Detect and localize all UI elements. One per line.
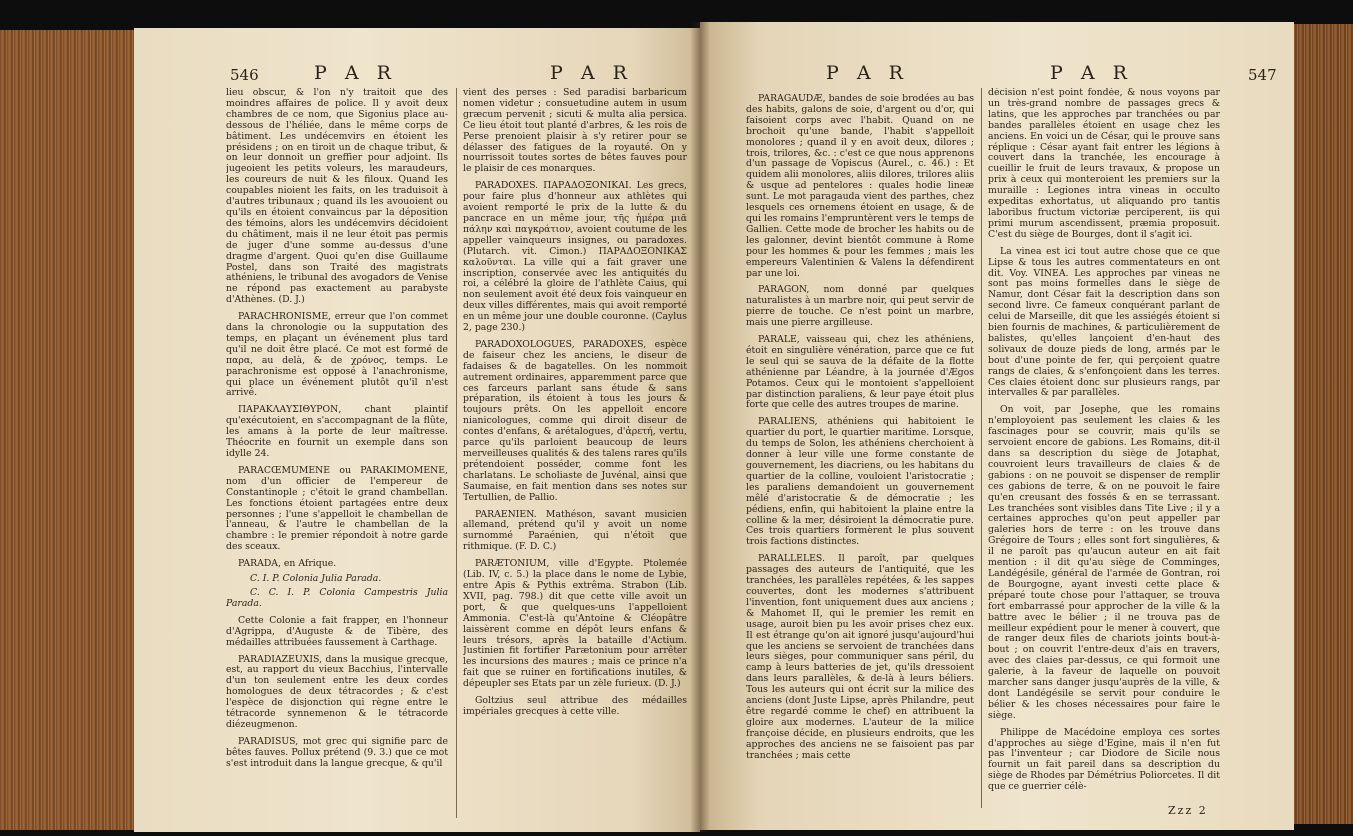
paragraph: vient des perses : Sed paradisi barbaricum nomen videtur ; consuetudine autem in usum græcum pervenit ; sicuti & multa alia persica. Ce lieu étoit tout planté d'arbres, & les rois de Perse prenoient plaisir à s'y retirer pour se délasser des fatigues de la royauté. On y nourrissoit toutes sortes de bêtes fauves pour le plaisir de ces monarques. — [463, 88, 687, 175]
printer-signature: Zzz 2 — [1168, 804, 1208, 817]
column-rule-right — [981, 88, 982, 808]
right-page-column-1 — [746, 88, 974, 808]
paragraph: PARÆTONIUM, ville d'Egypte. Ptolemée (Lib. IV, c. 5.) la place dans le nome de Lybie, entre Apis & Pythis extrêma. Strabon (Lib. XVII, pag. 798.) dit que cette ville avoit un port, & que quelques-uns l'appelloient Ammonia. C'est-là qu'Antoine & Cléopâtre laissèrent comme en dépôt leurs enfans & leurs trésors, après la bataille d'Actium. Justinien fit fortifier Parætonium pour arrêter les incursions des maures ; mais ce prince n'a fait que se ruiner en fortifications inutiles, & dépeupler ses Etats par un zèle furieux. (D. J.) — [463, 558, 687, 690]
paragraph: PARALE, vaisseau qui, chez les athéniens, étoit en singulière vénération, parce que ce fut le seul qui se sauva de la défaite de la flotte athénienne par Léandre, à la journée d'Ægos Potamos. Ceux qui le montoient s'appelloient par distinction paraliens, & leur paye étoit plus forte que celle des autres troupes de marine. — [746, 334, 974, 411]
book-gutter — [690, 22, 710, 832]
paragraph: PARALIENS, athéniens qui habitoient le quartier du port, le quartier maritime. Lorsque, du temps de Solon, les athéniens cherchoient à donner à leur ville une forme constante de gouvernement, les diacriens, ou les habitans du quartier de la colline, vouloient l'aristocratie ; les paraliens demandoient un gouvernement mêlé d'aristocratie & de démocratie ; les pédiens, enfin, qui habitoient la plaine entre la colline & la mer, désiroient la démocratie pure. Ces trois quartiers formèrent le plus souvent trois factions distinctes. — [746, 416, 974, 548]
paragraph: PARADIAZEUXIS, dans la musique grecque, est, au rapport du vieux Bacchius, l'intervalle d'un ton seulement entre les deux cordes homologues de deux tétracordes ; & c'est l'espèce de disjonction qui règne entre le tétracorde synnemenon & le tétracorde diézeugmenon. — [226, 653, 448, 730]
paragraph: On voit, par Josephe, que les romains n'employoient pas seulement les claies & les fascinages pour se couvrir, mais qu'ils se servoient encore de gabions. Les Romains, dit-il dans sa description du siège de Jotaphat, couvroient leurs travailleurs de claies & de gabions : on ne pouvoit se dispenser de remplir ces gabions de terre, & on ne pouvoit le faire qu'en creusant des fossés & en se terrassant. Les tranchées sont visibles dans Tite Live ; il y a certaines approches qu'on peut appeller par galeries hors de terre : on les trouve dans Grégoire de Tours ; elles sont fort singulières, & il ne paroît pas qu'aucun auteur en ait fait mention : il dit qu'au siège de Comminges, Landégésile, général de l'armée de Gontran, roi de Bourgogne, ayant investi cette place & préparé toute chose pour l'attaquer, se trouva fort embarrassé pour approcher de la ville & la battre avec le bélier ; il ne trouva pas de meilleur expédient pour le mener à couvert, que de ranger deux files de chariots joints bout-à-bout ; on couvrit l'entre-deux d'ais en travers, avec des claies par-dessus, ce qui formoit une galerie, à la faveur de laquelle on pouvoit marcher sans danger jusqu'auprès de la ville, & dont Landégésile se servit pour conduire le bélier & les choses nécessaires pour faire le siège. — [988, 404, 1220, 721]
right-page-edges — [1291, 24, 1353, 824]
running-header-right-col1: P A R — [826, 62, 909, 84]
paragraph: PARADOXOLOGUES, PARADOXES, espèce de faiseur chez les anciens, le diseur de fadaises & de bagatelles. On les nommoit autrement ordinaires, apparemment parce que ces farceurs parlant sans étude & sans préparation, ils étoient à tous les jours & toujours prêts. On les appelloit encore nianicologues, comme qui diroit diseur de contes d'enfans, & arétalogues, d'ἀρετή, vertu, parce qu'ils parloient beaucoup de leurs merveilleuses qualités & des talens rares qu'ils prétendoient posséder, comme font les charlatans. Le scholiaste de Juvénal, ainsi que Saumaise, en fait mention dans ses notes sur Tertullien, de Pallio. — [463, 338, 687, 503]
paragraph: PARACHRONISME, erreur que l'on commet dans la chronologie ou la supputation des temps, en plaçant un événement plus tard qu'il ne doit être placé. Ce mot est formé de παρα, au delà, & de χρόνος, temps. Le parachronisme est opposé à l'anachronisme, qui place un événement plutôt qu'il n'est arrivé. — [226, 311, 448, 399]
paragraph: PARAENIEN. Mathéson, savant musicien allemand, prétend qu'il y avoit un nome surnommé Paraénien, qui n'étoit que rithmique. (F. D. C.) — [463, 508, 687, 553]
paragraph: lieu obscur, & l'on n'y traitoit que des moindres affaires de police. Il y avoit deux chambres de ce nom, que Sigonius place au-dessous de l'héliée, dans le même corps de bâtiment. Les undécemvirs en étoient les présidens ; on en tiroit un de chaque tribut, & on leur donnoit un greffier pour adjoint. Ils jugeoient les petits voleurs, les maraudeurs, les coureurs de nuit & les filoux. Quand les coupables nioient les faits, on les traduisoit à d'autres tribunaux ; quand ils les avouoient ou qu'ils en étoient convaincus par la déposition des témoins, alors les undécemvirs décidoient du châtiment, mais il ne leur étoit pas permis de juger d'une somme au-dessus d'une dragme d'argent. Quoi qu'en dise Guillaume Postel, dans son Traité des magistrats athéniens, le tribunal des avogadors de Venise ne répond pas exactement au parabyste d'Athènes. (D. J.) — [226, 88, 448, 306]
column-rule-left — [456, 88, 457, 818]
right-page-column-2 — [988, 88, 1220, 800]
right-page — [700, 22, 1294, 830]
page-number-right: 547 — [1248, 66, 1277, 84]
paragraph: PARACŒMUMENE ou PARAKIMOMENE, nom d'un officier de l'empereur de Constantinople ; c'étoit le grand chambellan. Les fonctions étoient partagées entre deux personnes ; l'une s'appelloit le chambellan de l'anneau, & l'autre le chambellan de la chambre : le premier répondoit à notre garde des sceaux. — [226, 464, 448, 553]
paragraph: C. C. I. P. Colonia Campestris Julia Parada. — [226, 586, 448, 609]
paragraph: ΠΑΡΑΚΛΑΥΣΙΘΥΡΟΝ, chant plaintif qu'exécutoient, en s'accompagnant de la flûte, les amans à la porte de leur maîtresse. Théocrite en fournit un exemple dans son idylle 24. — [226, 404, 448, 459]
running-header-right-col2: P A R — [1050, 62, 1133, 84]
left-page-column-1 — [226, 88, 448, 818]
running-header-left-col1: P A R — [314, 62, 397, 84]
paragraph: Goltzius seul attribue des médailles impériales grecques à cette ville. — [463, 695, 687, 717]
paragraph: PARADOXES. ΠΑΡΑΔΟΞΟΝΙΚΑΙ. Les grecs, pour faire plus d'honneur aux athlètes qui avoient remporté le prix de la lutte & du pancrace en un même jour, τῆς ἡμέρα μιᾶ πάλην καὶ παγκράτιον, avoient coutume de les appeller vainqueurs insignes, ou paradoxes. (Plutarch. vit. Cimon.) ΠΑΡΑΔΟΞΟΝΙΚΑΣ καλοῦνται. La ville qui a fait graver une inscription, conservée avec les antiquités du roi, a célébré la gloire de l'athlète Caius, qui non seulement avoit été deux fois vainqueur en deux villes différentes, mais qui avoit remporté en un même jour une double couronne. (Caylus 2, page 230.) — [463, 180, 687, 334]
paragraph: La vinea est ici tout autre chose que ce que Lipse & tous les autres commentateurs en ont dit. Voy. VINEA. Les approches par vineas ne sont pas moins formelles dans le siège de Namur, dont César fait la description dans son second livre. Ce fameux conquérant parlant de celui de Marseille, dit que les assiégés étoient si bien fournis de machines, & particulièrement de balistes, qu'elles lançoient d'en-haut des solivaux de douze pieds de long, armés par le bout d'une pointe de fer, qui perçoient quatre rangs de claies, & s'enfonçoient dans les terres. Ces claies étoient donc sur plusieurs rangs, par intervalles & par parallèles. — [988, 245, 1220, 399]
paragraph: C. I. P. Colonia Julia Parada. — [250, 573, 382, 585]
paragraph: PARAGON, nom donné par quelques naturalistes à un marbre noir, qui peut servir de pierre de touche. Ce n'est point un marbre, mais une pierre argilleuse. — [746, 284, 974, 329]
running-header-left-col2: P A R — [550, 62, 633, 84]
paragraph: décision n'est point fondée, & nous voyons par un très-grand nombre de passages grecs & latins, que les approches par tranchées ou par bandes parallèles étoient en usage chez les anciens. En voici un de César, qui le prouve sans réplique : César ayant fait entrer les légions à couvert dans la tranchée, les encourage à cueillir le fruit de leurs travaux, & propose un prix à ceux qui monteroient les premiers sur la muraille : Legiones intra vineas in occulto expeditas exhortatus, ut aliquando pro tantis laboribus fructum victoriæ perciperent, iis qui primi murum ascendissent, præmia proposuit. C'est du siège de Bourges, dont il s'agit ici. — [988, 88, 1220, 240]
left-page-column-2 — [463, 88, 687, 818]
page-number-left: 546 — [230, 66, 259, 84]
paragraph: PARALLELES. Il paroît, par quelques passages des auteurs de l'antiquité, que les tranchées, les parallèles repétées, & les sappes couvertes, dont les modernes s'attribuent l'invention, font uniquement dues aux anciens ; & Mahomet II, qui le premier les remit en usage, auroit bien pu les avoir prises chez eux. Il est étrange qu'on ait ignoré jusqu'aujourd'hui que les anciens se servoient de tranchées dans leurs sièges, pour communiquer sans péril, du camp à leurs batteries de jet, qu'ils dressoient dans leurs parallèles, & de-là à leurs béliers. Tous les auteurs qui ont écrit sur la milice des anciens (dont Juste Lipse, après Philandre, peut être regardé comme le chef) en attribuent la gloire aux modernes. L'auteur de la milice françoise décide, en plusieurs endroits, que les approches des anciens ne se faisoient pas par tranchées ; mais cette — [746, 553, 974, 761]
paragraph: PARAGAUDÆ, bandes de soie brodées au bas des habits, galons de soie, d'argent ou d'or, qui faisoient corps avec l'habit. Quand on ne brochoit qu'une bande, l'habit s'appelloit monolores ; quand il y en avoit deux, dilores ; trois, trilores, &c. : c'est ce que nous apprenons d'un passage de Vopiscus (Aurel., c. 46.) : Et quidem alii monolores, aliis dilores, trilores aliis & usque ad pentelores : quales hodie lineæ sunt. Le mot paragauda vient des parthes, chez lesquels ces ornemens étoient en usage, & de qui les romains l'empruntèrent vers le temps de Gallien. Cette mode de brocher les habits ou de les galonner, devint bientôt commune à Rome pour les hommes & pour les femmes ; mais les empereurs Valentinien & Valens la défendirent par une loi. — [746, 93, 974, 279]
paragraph: Philippe de Macédoine employa ces sortes d'approches au siège d'Egine, mais il n'en fut pas l'inventeur ; car Diodore de Sicile nous fournit un fait pareil dans sa description du siège de Rhodes par Démétrius Poliorcetes. Il dit que ce guerrier célè- — [988, 726, 1220, 793]
paragraph: Cette Colonie a fait frapper, en l'honneur d'Agrippa, d'Auguste & de Tibère, des médailles attribuées faussement à Carthage. — [226, 614, 448, 648]
paragraph: PARADA, en Afrique. — [238, 558, 337, 570]
left-page — [134, 28, 700, 832]
left-page-edges — [0, 30, 140, 830]
paragraph: PARADISUS, mot grec qui signifie parc de bêtes fauves. Pollux prétend (9. 3.) que ce mot s'est introduit dans la langue grecque, & qu'il — [226, 735, 448, 769]
